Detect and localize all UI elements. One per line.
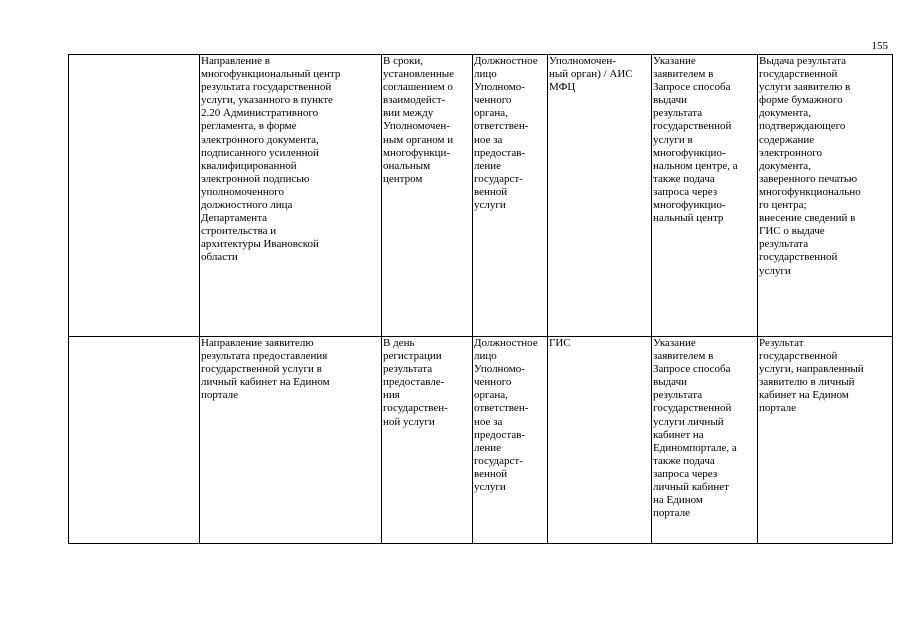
table-cell-system: Уполномочен- ный орган) / АИС МФЦ bbox=[548, 55, 652, 337]
table-cell-deadline: В сроки, установленные соглашением о взаимодейст- вии между Уполномочен- ным органом и многофункци- ональным центром bbox=[382, 55, 473, 337]
table-cell-empty bbox=[69, 55, 200, 337]
table-cell-criteria: Указание заявителем в Запросе способа выдачи результата государственной услуги личный кабинет на Единомпортале, а также подача запроса через личный кабинет на Едином портале bbox=[652, 337, 758, 544]
table-cell-action: Направление заявителю результата предоставления государственной услуги в личный кабинет на Едином портале bbox=[200, 337, 382, 544]
table-row bbox=[69, 55, 893, 337]
table-row bbox=[69, 337, 893, 544]
page-number: 155 bbox=[871, 40, 888, 52]
table-cell-action: Направление в многофункциональный центр результата государственной услуги, указанного в пункте 2.20 Административного регламента, в форме электронного документа, подписанного усиленной квалифицированной электронной подписью уполномоченного должностного лица Департамента строительства и архитектуры Ивановской области bbox=[200, 55, 382, 337]
table-cell-empty bbox=[69, 337, 200, 544]
table-cell-result: Выдача результата государственной услуги заявителю в форме бумажного документа, подтверждающего содержание электронного документа, заверенного печатью многофункционально го центра; внесение сведений в ГИС о выдаче результата государственной услуги bbox=[758, 55, 893, 337]
table-cell-deadline: В день регистрации результата предоставле- ния государствен- ной услуги bbox=[382, 337, 473, 544]
table-cell-result: Результат государственной услуги, направленный заявителю в личный кабинет на Едином портале bbox=[758, 337, 893, 544]
table-cell-system: ГИС bbox=[548, 337, 652, 544]
table-cell-responsible: Должностное лицо Уполномо- ченного органа, ответствен- ное за предостав- ление государст- венной услуги bbox=[473, 55, 548, 337]
table-cell-criteria: Указание заявителем в Запросе способа выдачи результата государственной услуги в многофункцио- нальном центре, а также подача запроса через многофункцио- нальный центр bbox=[652, 55, 758, 337]
procedure-table bbox=[68, 54, 893, 544]
table-cell-responsible: Должностное лицо Уполномо- ченного органа, ответствен- ное за предостав- ление государст- венной услуги bbox=[473, 337, 548, 544]
